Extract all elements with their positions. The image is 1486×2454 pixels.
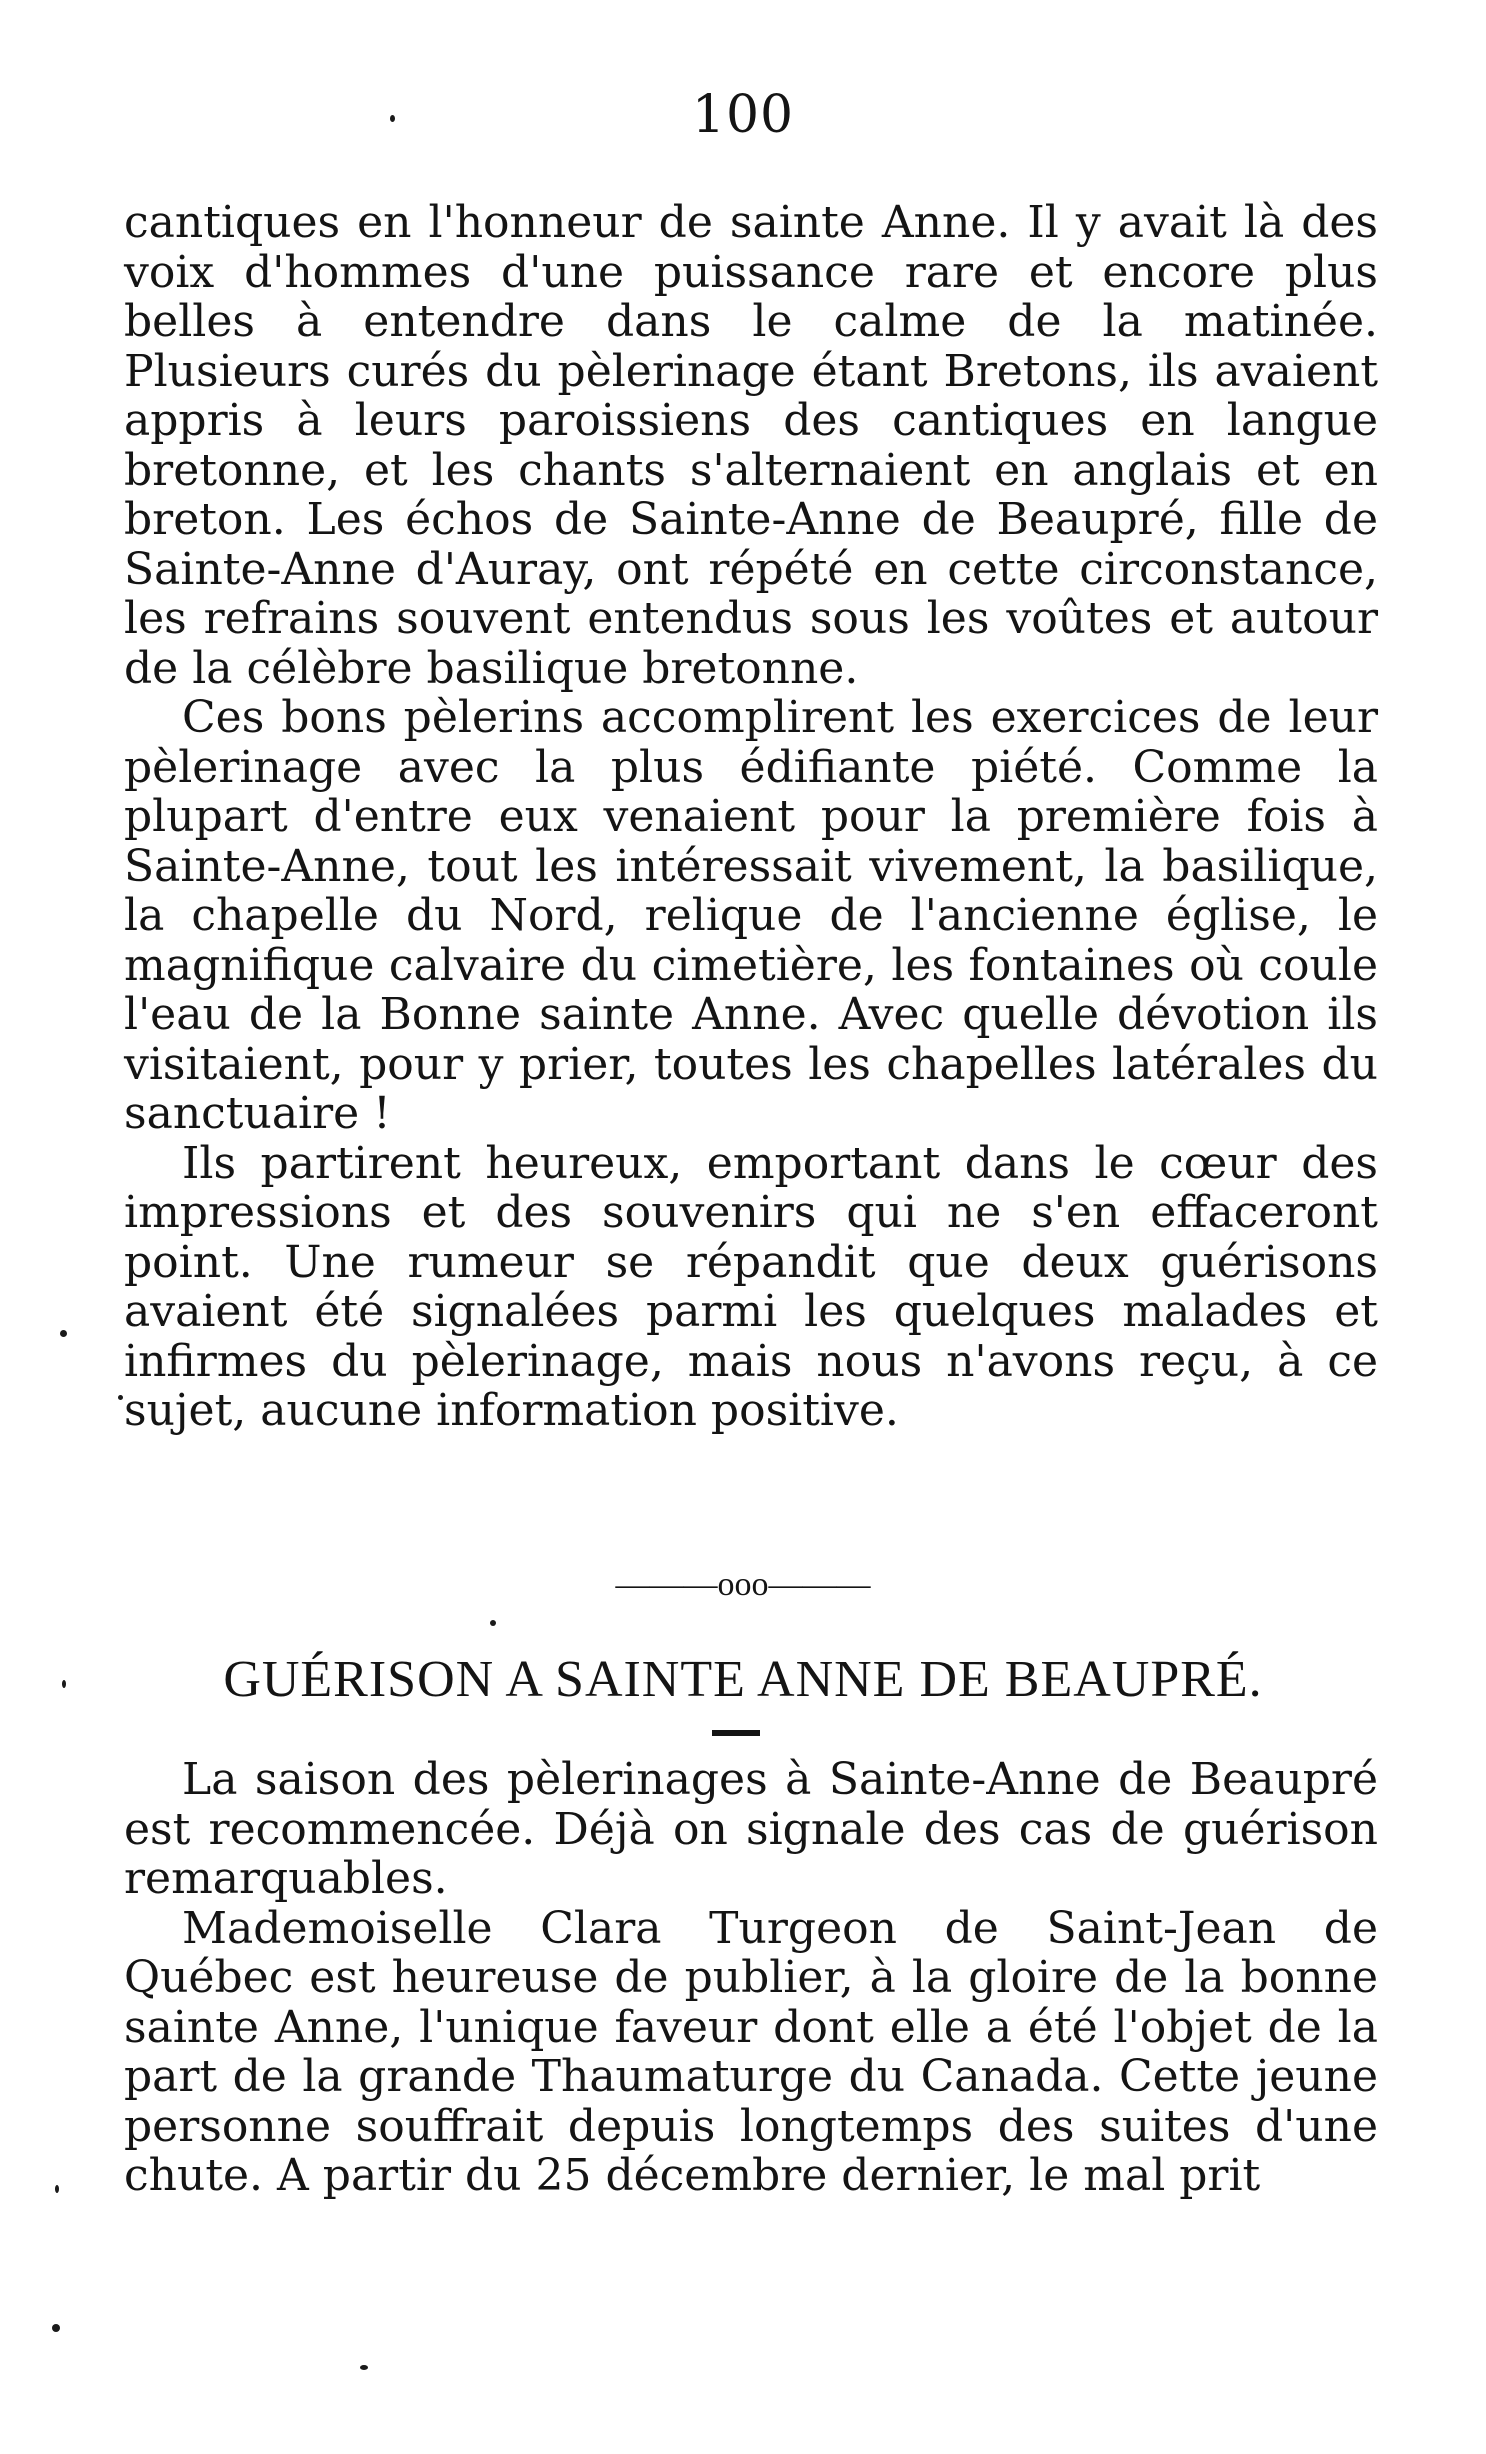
section-separator: ———ooo——— [615, 1566, 871, 1603]
title-underline-dash [712, 1730, 760, 1736]
paragraph-clara-turgeon: Mademoiselle Clara Turgeon de Saint-Jean de Québec est heureuse de publier, à la gloire de la bonne sainte Anne, l'unique faveur dont elle a été l'objet de la part de la grande Thaumaturge du Canada. Cette jeune personne souffrait depuis longtemps des suites d'une chute. A partir du 25 décembre dernier, le mal prit [124, 1902, 1378, 2201]
paragraph-continuation: cantiques en l'honneur de sainte Anne. Il y avait là des voix d'hommes d'une puissance rare et encore plus belles à entendre dans le calme de la matinée. Plusieurs curés du pèlerinage étant Bretons, ils avaient appris à leurs paroissiens des cantiques en langue bretonne, et les chants s'alternaient en anglais et en breton. Les échos de Sainte-Anne de Beaupré, fille de Sainte-Anne d'Auray, ont répété en cette circonstance, les refrains souvent entendus sous les voûtes et autour de la célèbre basilique bretonne. [124, 197, 1378, 694]
scan-speck [360, 2365, 368, 2370]
scan-speck [55, 2185, 59, 2193]
scan-speck [62, 1680, 66, 1688]
paragraph-season: La saison des pèlerinages à Sainte-Anne de Beaupré est recommencée. Déjà on signale des cas de guérison remarquables. [124, 1754, 1378, 1904]
scan-speck [390, 115, 395, 122]
paragraph-departure: Ils partirent heureux, emportant dans le cœur des impressions et des souvenirs qui ne s'en effaceront point. Une rumeur se répandit que deux guérisons avaient été signalées parmi les quelques malades et infirmes du pèlerinage, mais nous n'avons reçu, à ce sujet, aucune information positive. [124, 1137, 1378, 1436]
scan-speck [60, 1330, 67, 1337]
body-text-section [124, 1755, 1378, 2201]
page-number: 100 [691, 85, 795, 145]
scan-speck [118, 1395, 123, 1400]
section-title: GUÉRISON A SAINTE ANNE DE BEAUPRÉ. [223, 1651, 1263, 1708]
paragraph-pilgrims-exercises: Ces bons pèlerins accomplirent les exercices de leur pèlerinage avec la plus édifiante piété. Comme la plupart d'entre eux venaient pour la première fois à Sainte-Anne, tout les intéressait vivement, la basilique, la chapelle du Nord, relique de l'ancienne église, le magnifique calvaire du cimetière, les fontaines où coule l'eau de la Bonne sainte Anne. Avec quelle dévotion ils visitaient, pour y prier, toutes les chapelles latérales du sanctuaire ! [124, 692, 1378, 1139]
body-text [124, 198, 1378, 1436]
scan-speck [52, 2324, 60, 2332]
scan-speck [490, 1620, 496, 1626]
